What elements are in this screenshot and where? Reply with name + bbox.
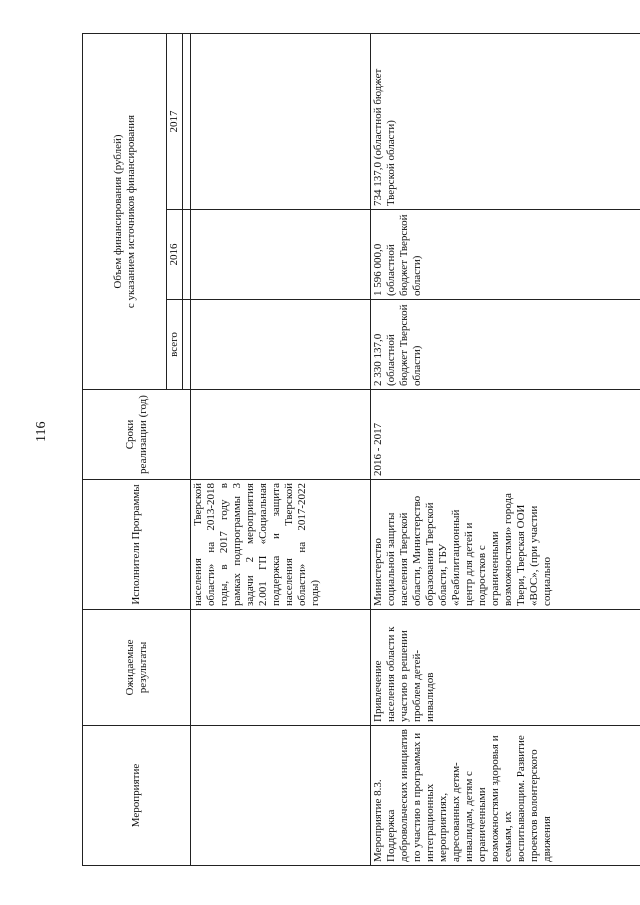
row-results: Привлечение населения области к участию в решении проблем детей-инвалидов xyxy=(371,610,640,726)
header-event: Мероприятие xyxy=(83,726,191,866)
header-spacer-2017 xyxy=(183,33,191,209)
page-number: 116 xyxy=(34,421,49,442)
cont-total-cell xyxy=(191,300,371,390)
cont-event-cell xyxy=(191,726,371,866)
cont-terms-cell xyxy=(191,390,371,480)
cont-2016-cell xyxy=(191,210,371,300)
cont-2017-cell xyxy=(191,33,371,209)
header-total: всего xyxy=(167,300,183,390)
row-total: 2 330 137,0 (областной бюджет Тверской области) xyxy=(371,300,640,390)
row-terms: 2016 - 2017 xyxy=(371,390,640,480)
row-2016: 1 596 000,0 (областной бюджет Тверской области) xyxy=(371,210,640,300)
header-terms: Сроки реализации (год) xyxy=(83,390,191,480)
header-2017: 2017 xyxy=(167,33,183,209)
cont-executors-cell: населения Тверской области» на 2013-2018 годы, в 2017 году в рамках подпрограммы 3 задачи 2 мероприятия 2.001 ГП «Социальная поддержка и защита населения Тверской области» на 2017-2022 годы) xyxy=(191,480,371,610)
header-spacer-total xyxy=(183,300,191,390)
row-executors: Министерство социальной защиты населения Тверской области, Министерство образования Тверской области, ГБУ «Реабилитационный центр для детей и подростков с ограниченными возможностями» города Твери, Тверская ООИ «ВОС», (при участии социально xyxy=(371,480,640,610)
header-funding-line1: Объем финансирования (рублей) xyxy=(111,134,124,289)
program-table xyxy=(82,33,640,866)
header-funding-line2: с указанием источников финансирования xyxy=(124,114,137,309)
header-2016: 2016 xyxy=(167,210,183,300)
row-2017: 734 137,0 (областной бюджет Тверской области) xyxy=(371,33,640,209)
cont-results-cell xyxy=(191,610,371,726)
header-executors: Исполнители Программы xyxy=(83,480,191,610)
row-event: Мероприятие 8.3. Поддержка добровольческих инициатив по участию в программах и интеграционных мероприятиях, адресованных детям-инвалидам, детям с ограниченными возможностями здоровья и семьям, их воспитывающим. Развитие проектов волонтерского движения xyxy=(371,726,640,866)
header-results: Ожидаемые результаты xyxy=(83,610,191,726)
header-funding xyxy=(83,33,167,389)
header-spacer-2016 xyxy=(183,210,191,300)
rotated-table-container xyxy=(82,34,640,866)
